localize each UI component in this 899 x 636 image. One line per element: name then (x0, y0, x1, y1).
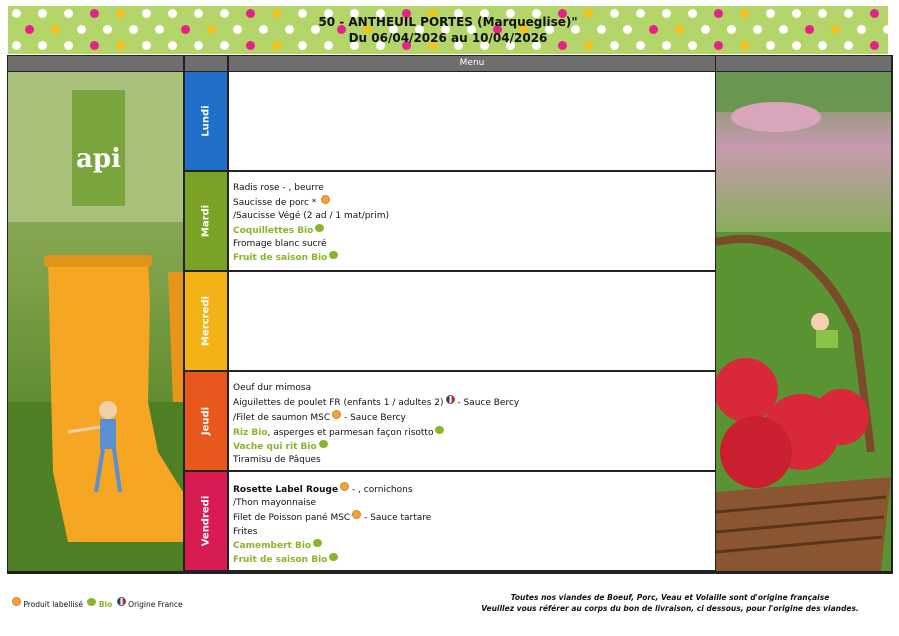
menu-item (233, 553, 431, 567)
menu-item-text: Fruit de saison Bio (233, 555, 328, 566)
labellise-icon (340, 482, 349, 491)
day-label-jeudi (185, 372, 227, 470)
menu-cell-lundi (229, 72, 715, 170)
footer-note-line2: Veuillez vous référer au corps du bon de livraison, ci dessous, pour l'origine des viandes. (481, 604, 859, 613)
bio-icon (329, 251, 338, 259)
menu-item (233, 251, 389, 265)
menu-items (233, 182, 389, 265)
menu-item (233, 224, 389, 238)
menu-item-text: Aiguilettes de poulet FR (enfants 1 / adultes 2) (233, 398, 444, 409)
menu-item (233, 497, 431, 510)
header-left-cell (8, 56, 183, 71)
api-logo: api (76, 144, 121, 174)
day-label-lundi (185, 72, 227, 170)
bio-icon (435, 426, 444, 434)
legend (10, 597, 183, 609)
basket-image (716, 72, 891, 571)
menu-item (233, 210, 389, 223)
menu-item-text: Frites (233, 526, 258, 537)
menu-item (233, 482, 431, 497)
menu-item (233, 526, 431, 539)
day-label-mardi (185, 172, 227, 270)
menu-item-text: Fromage blanc sucré (233, 238, 327, 249)
menu-item (233, 440, 519, 454)
legend-bio: Bio (98, 600, 113, 609)
menu-item-text: /Filet de saumon MSC (233, 413, 331, 424)
header-right-cell (716, 56, 891, 71)
day-name: Lundi (200, 105, 212, 137)
menu-item (233, 454, 519, 467)
menu-item-text: Fruit de saison Bio (233, 253, 328, 264)
legend-france: Origine France (128, 600, 183, 609)
menu-item (233, 195, 389, 210)
footer-note-line1: Toutes nos viandes de Boeuf, Porc, Veau et Volaille sont d'origine française (510, 593, 830, 602)
bio-icon (315, 224, 324, 232)
menu-item (233, 426, 519, 440)
labellise-icon (321, 195, 330, 204)
menu-header: Menu (229, 56, 715, 71)
menu-items (233, 482, 431, 567)
menu-item (233, 410, 519, 425)
menu-item-text: Tiramisu de Pâques (233, 455, 321, 466)
footer-note (470, 592, 870, 614)
menu-item-text: Radis rose - , beurre (233, 183, 324, 193)
menu-items (233, 382, 519, 467)
menu-item-text: Filet de Poisson pané MSC (233, 513, 351, 524)
day-name: Vendredi (200, 495, 212, 547)
menu-item-extra: - Sauce Bercy (341, 413, 406, 424)
labellise-icon (332, 410, 341, 419)
bio-icon (329, 553, 338, 561)
bio-icon (319, 440, 328, 448)
day-label-vendredi (185, 472, 227, 570)
day-name: Mercredi (200, 296, 212, 346)
menu-item (233, 182, 389, 195)
legend-labellise: Produit labellisé (23, 600, 84, 609)
menu-item (233, 539, 431, 553)
title-line1: 50 - ANTHEUIL PORTES (Marqueglise)" (318, 15, 578, 29)
labellise-icon (352, 510, 361, 519)
menu-cell-mardi (229, 172, 715, 270)
bio-icon (313, 539, 322, 547)
france-flag-icon (446, 395, 455, 404)
menu-cell-jeudi (229, 372, 715, 470)
menu-item-extra: - Sauce Bercy (454, 398, 520, 409)
menu-item-extra: - Sauce tartare (361, 513, 432, 524)
menu-cell-mercredi (229, 272, 715, 370)
day-label-mercredi (185, 272, 227, 370)
menu-item-text: Vache qui rit Bio (233, 441, 317, 452)
menu-item-text: /Saucisse Végé (2 ad / 1 mat/prim) (233, 211, 389, 222)
menu-item-text: Saucisse de porc * (233, 198, 320, 209)
apple-basket-illustration (716, 72, 891, 571)
menu-item (233, 382, 519, 395)
menu-item-extra: , asperges et parmesan façon risotto (267, 427, 434, 438)
menu-item-text: Camembert Bio (233, 540, 312, 551)
day-name: Mardi (200, 204, 212, 238)
menu-item (233, 510, 431, 525)
menu-item-extra: - , cornichons (349, 485, 413, 495)
header-day-cell (185, 56, 227, 71)
menu-cell-vendredi (229, 472, 715, 570)
menu-item-text: Coquillettes Bio (233, 225, 314, 236)
menu-item-text: Oeuf dur mimosa (233, 383, 312, 393)
menu-item-text: Riz Bio (233, 427, 268, 438)
title-line2: Du 06/04/2026 au 10/04/2026 (348, 31, 548, 45)
menu-item (233, 395, 519, 410)
france-flag-icon (117, 597, 126, 606)
menu-item (233, 238, 389, 251)
day-name: Jeudi (200, 406, 212, 436)
bio-icon (87, 598, 96, 606)
menu-item-text: /Thon mayonnaise (233, 498, 317, 509)
page-title (8, 14, 888, 46)
labellise-icon (12, 597, 21, 606)
menu-item-text: Rosette Label Rouge (233, 485, 339, 495)
